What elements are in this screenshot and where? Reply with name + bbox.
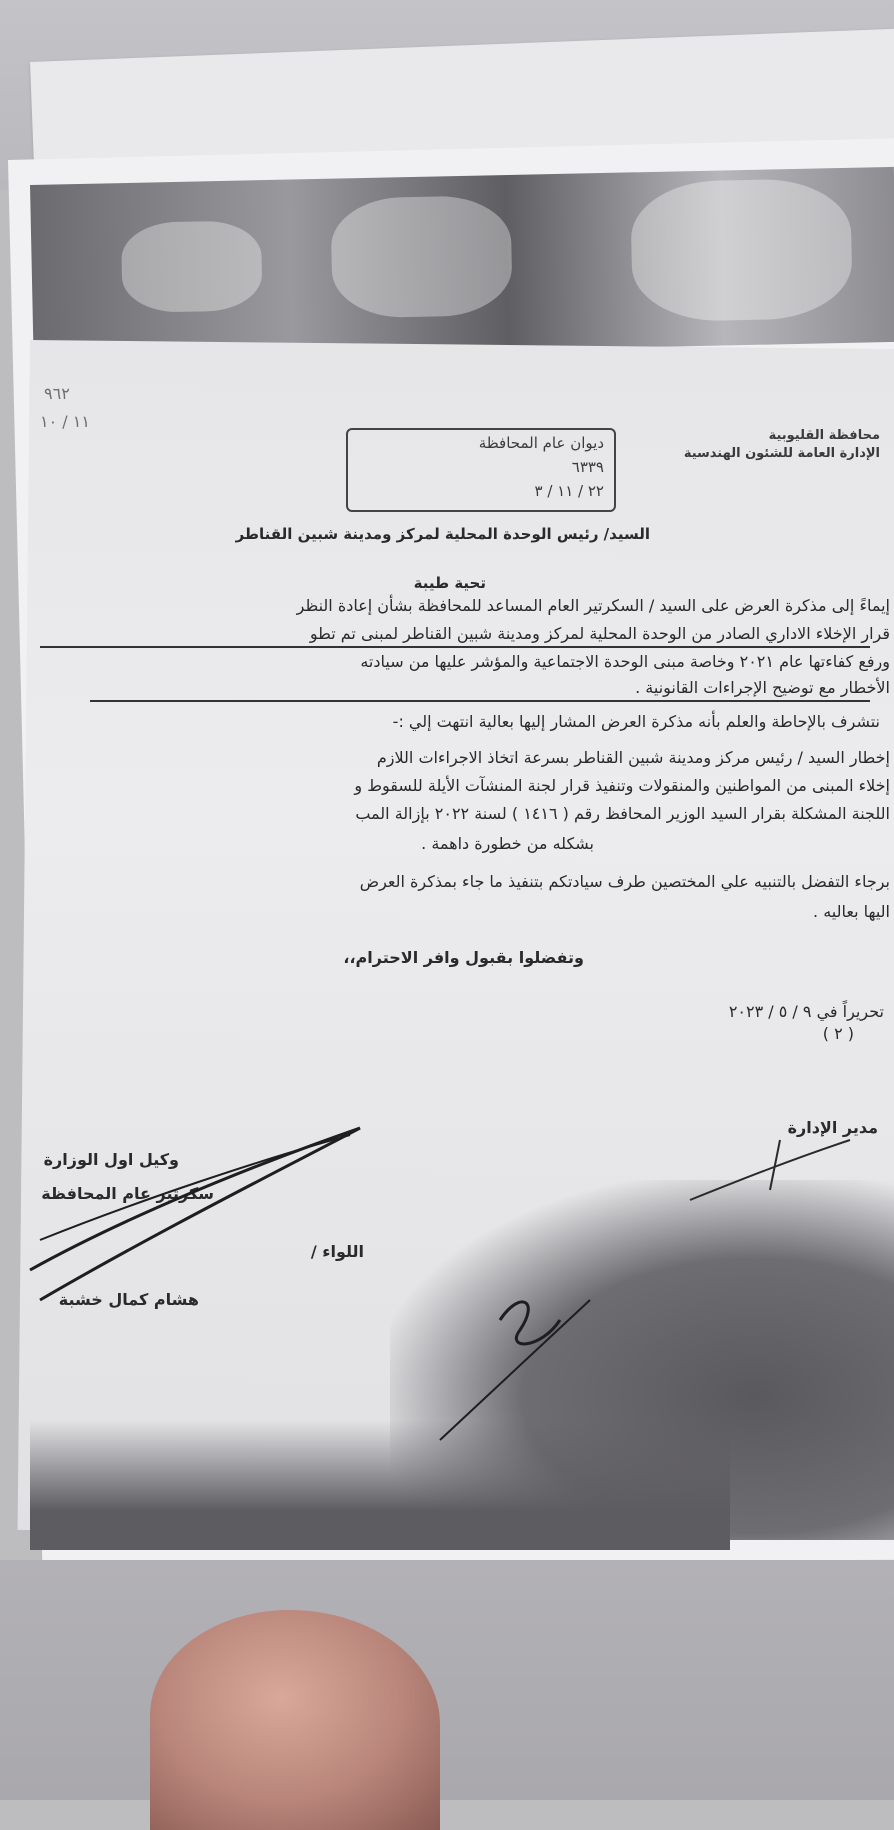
- signatory-name: هشام كمال خشبة: [58, 1290, 199, 1309]
- stamp-line-2: ٦٣٣٩: [571, 458, 604, 476]
- body-line-9: بشكله من خطورة داهمة .: [421, 834, 594, 853]
- stamp-line-3: ٢٢ / ١١ / ٣: [534, 482, 604, 500]
- body-line-1: إيماءً إلى مذكرة العرض على السيد / السكرتير العام المساعد للمحافظة بشأن إعادة النظر: [296, 596, 890, 615]
- body-line-7: إخلاء المبنى من المواطنين والمنقولات وتنفيذ قرار لجنة المنشآت الأيلة للسقوط و: [354, 776, 890, 795]
- body-line-4: الأخطار مع توضيح الإجراءات القانونية .: [635, 678, 890, 697]
- body-line-5: نتشرف بالإحاطة والعلم بأنه مذكرة العرض المشار إليها بعالية انتهت إلي :-: [392, 712, 880, 731]
- secretary-general-title: سكرتير عام المحافظة: [41, 1184, 214, 1203]
- body-line-11: اليها بعاليه .: [813, 902, 890, 921]
- issue-date-sub: ( ٢ ): [822, 1024, 854, 1043]
- body-line-2: قرار الإخلاء الاداري الصادر من الوحدة المحلية لمركز ومدينة شبين القناطر لمبنى تم تطو: [309, 624, 890, 643]
- reference-date: ١١ / ١٠: [40, 412, 90, 431]
- governorate-name: محافظة القليوبية: [768, 428, 880, 443]
- directorate-name: الإدارة العامة للشئون الهندسية: [683, 446, 880, 461]
- body-line-10: برجاء التفضل بالتنبيه علي المختصين طرف سيادتكم بتنفيذ ما جاء بمذكرة العرض: [359, 872, 890, 891]
- body-line-3: ورفع كفاءتها عام ٢٠٢١ وخاصة مبنى الوحدة الاجتماعية والمؤشر عليها من سيادته: [360, 652, 890, 671]
- body-line-6: إخطار السيد / رئيس مركز ومدينة شبين القناطر بسرعة اتخاذ الاجراءات اللازم: [376, 748, 890, 767]
- rank-label: اللواء /: [310, 1242, 364, 1261]
- greeting: تحية طيبة: [413, 574, 486, 592]
- issue-date: تحريراً في ٩ / ٥ / ٢٠٢٣: [728, 1002, 884, 1021]
- stamp-line-1: ديوان عام المحافظة: [478, 434, 604, 452]
- body-line-8: اللجنة المشكلة بقرار السيد الوزير المحافظ رقم ( ١٤١٦ ) لسنة ٢٠٢٢ بإزالة المب: [355, 804, 890, 823]
- background-bottom: [0, 1560, 894, 1800]
- addressee: السيد/ رئيس الوحدة المحلية لمركز ومدينة شبين القناطر: [235, 525, 650, 543]
- deputy-minister-title: وكيل اول الوزارة: [43, 1150, 179, 1169]
- director-title: مدير الإدارة: [787, 1118, 878, 1137]
- reference-number: ٩٦٢: [44, 384, 70, 403]
- closing-line: وتفضلوا بقبول وافر الاحترام،،: [343, 948, 584, 967]
